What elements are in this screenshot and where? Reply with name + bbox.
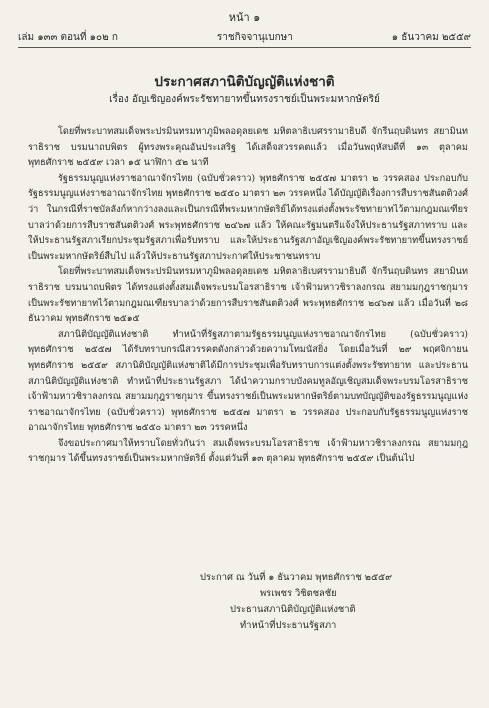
paragraph: โดยที่พระบาทสมเด็จพระปรมินทรมหาภูมิพลอดุลยเดช มหิตลาธิเบศรรามาธิบดี จักรีนฤบดินทร สยามินทราธิราช บรมนาถบพิตร ผู้ทรงพระคุณอันประเสริฐ ได้เสด็จสวรรคตแล้ว เมื่อวันพฤหัสบดีที่ ๑๓ ตุลาคม พุทธศักราช ๒๕๕๙ เวลา ๑๕ นาฬิกา ๕๒ นาที <box>28 126 468 169</box>
header-divider <box>18 47 471 48</box>
signatory-acting-position: ทำหน้าที่ประธานรัฐสภา <box>240 620 337 631</box>
publication-date: ๑ ธันวาคม ๒๕๕๙ <box>391 32 471 43</box>
announcement-title: ประกาศสภานิติบัญญัติแห่งชาติ <box>154 74 335 90</box>
gazette-header <box>18 30 471 45</box>
signature-block <box>200 570 460 634</box>
signature-date: ประกาศ ณ วันที่ ๑ ธันวาคม พุทธศักราช ๒๕๕๙ <box>200 572 393 583</box>
signatory-position: ประธานสภานิติบัญญัติแห่งชาติ <box>230 604 356 615</box>
publication-name: ราชกิจจานุเบกษา <box>216 32 293 43</box>
page-number: หน้า ๑ <box>228 11 261 24</box>
volume-issue: เล่ม ๑๓๓ ตอนที่ ๑๐๒ ก <box>18 32 118 43</box>
announcement-subject: เรื่อง อัญเชิญองค์พระรัชทายาทขึ้นทรงราชย์เป็นพระมหากษัตริย์ <box>109 94 380 105</box>
signatory-name: พรเพชร วิชิตชลชัย <box>260 588 337 599</box>
paragraph: จึงขอประกาศมาให้ทราบโดยทั่วกันว่า สมเด็จพระบรมโอรสาธิราช เจ้าฟ้ามหาวชิราลงกรณ สยามมกุฎราชกุมาร ได้ขึ้นทรงราชย์เป็นพระมหากษัตริย์ ตั้งแต่วันที่ ๑๓ ตุลาคม พุทธศักราช ๒๕๕๙ เป็นต้นไป <box>28 437 468 465</box>
paragraph: โดยที่พระบาทสมเด็จพระปรมินทรมหาภูมิพลอดุลยเดช มหิตลาธิเบศรรามาธิบดี จักรีนฤบดินทร สยามินทราธิราช บรมนาถบพิตร ได้ทรงแต่งตั้งสมเด็จพระบรมโอรสาธิราช เจ้าฟ้ามหาวชิราลงกรณ สยามมกุฎราชกุมาร เป็นพระรัชทายาทไว้ตามกฎมณเฑียรบาลว่าด้วยการสืบราชสันตติวงศ์ พระพุทธศักราช ๒๔๖๗ แล้ว เมื่อวันที่ ๒๘ ธันวาคม พุทธศักราช ๒๕๑๕ <box>28 266 468 325</box>
paragraph: รัฐธรรมนูญแห่งราชอาณาจักรไทย (ฉบับชั่วคราว) พุทธศักราช ๒๕๕๗ มาตรา ๒ วรรคสอง ประกอบกับรัฐธรรมนูญแห่งราชอาณาจักรไทย พุทธศักราช ๒๕๕๐ มาตรา ๒๓ วรรคหนึ่ง ได้บัญญัติเรื่องการสืบราชสันตติวงศ์ว่า ในกรณีที่ราชบัลลังก์หากว่างลงและเป็นกรณีที่พระมหากษัตริย์ได้ทรงแต่งตั้งพระรัชทายาทไว้ตามกฎมณเฑียรบาลว่าด้วยการสืบราชสันตติวงศ์ พระพุทธศักราช ๒๔๖๗ แล้ว ให้คณะรัฐมนตรีแจ้งให้ประธานรัฐสภาทราบ และให้ประธานรัฐสภาเรียกประชุมรัฐสภาเพื่อรับทราบ และให้ประธานรัฐสภาอัญเชิญองค์พระรัชทายาทขึ้นทรงราชย์เป็นพระมหากษัตริย์สืบไป แล้วให้ประธานรัฐสภาประกาศให้ประชาชนทราบ <box>28 172 468 262</box>
announcement-body <box>28 124 468 467</box>
paragraph: สภานิติบัญญัติแห่งชาติ ทำหน้าที่รัฐสภาตามรัฐธรรมนูญแห่งราชอาณาจักรไทย (ฉบับชั่วคราว) พุทธศักราช ๒๕๕๗ ได้รับทราบกรณีสวรรคตดังกล่าวด้วยความโทมนัสยิ่ง โดยเมื่อวันที่ ๒๙ พฤศจิกายน พุทธศักราช ๒๕๕๙ สภานิติบัญญัติแห่งชาติได้มีการประชุมเพื่อรับทราบการแต่งตั้งพระรัชทายาท และประธานสภานิติบัญญัติแห่งชาติ ทำหน้าที่ประธานรัฐสภา ได้นำความกราบบังคมทูลอัญเชิญสมเด็จพระบรมโอรสาธิราช เจ้าฟ้ามหาวชิราลงกรณ สยามมกุฎราชกุมาร ขึ้นทรงราชย์เป็นพระมหากษัตริย์ตามบทบัญญัติของรัฐธรรมนูญแห่งราชอาณาจักรไทย (ฉบับชั่วคราว) พุทธศักราช ๒๕๕๗ มาตรา ๒ วรรคสอง ประกอบกับรัฐธรรมนูญแห่งราชอาณาจักรไทย พุทธศักราช ๒๕๕๐ มาตรา ๒๓ วรรคหนึ่ง <box>28 328 468 434</box>
